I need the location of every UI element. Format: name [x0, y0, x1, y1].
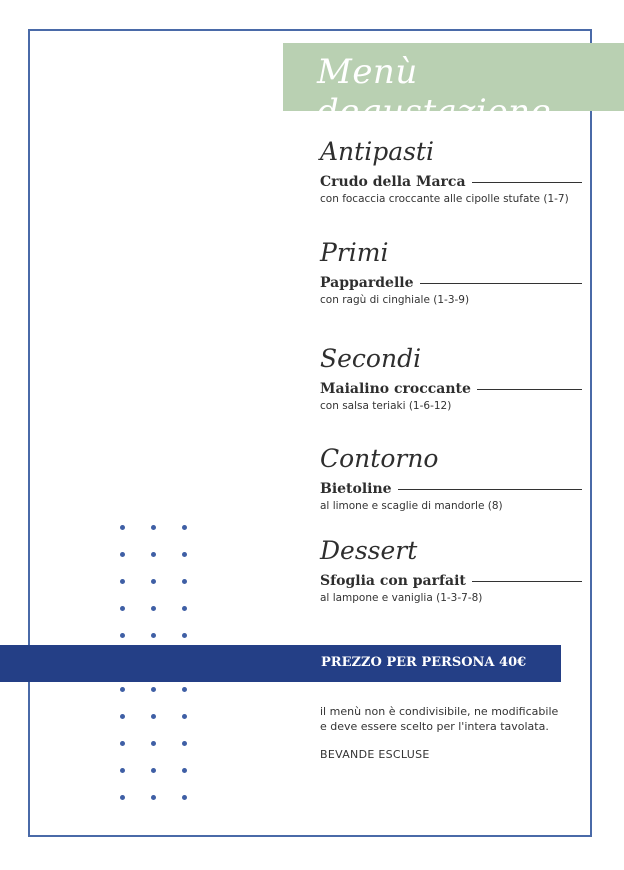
drinks-excluded: BEVANDE ESCLUSE — [320, 748, 430, 761]
decorative-dot — [151, 741, 156, 746]
dish-rule — [398, 489, 582, 490]
decorative-dot — [120, 795, 125, 800]
decorative-dot — [151, 579, 156, 584]
note-line: e deve essere scelto per l'intera tavolata. — [320, 720, 549, 733]
section-heading: Antipasti — [320, 137, 434, 166]
decorative-dot — [120, 606, 125, 611]
dish-name: Maialino croccante — [320, 381, 471, 397]
decorative-dot — [182, 525, 187, 530]
decorative-dot — [151, 552, 156, 557]
title-banner — [283, 43, 624, 132]
decorative-dot — [182, 552, 187, 557]
note-line: il menù non è condivisibile, ne modificabile — [320, 705, 559, 718]
decorative-dot — [182, 687, 187, 692]
dish-rule — [477, 389, 582, 390]
dish-row — [320, 174, 582, 190]
dish-description: al lampone e vaniglia (1-3-7-8) — [320, 592, 483, 604]
decorative-dot — [151, 633, 156, 638]
section-heading: Contorno — [320, 444, 439, 473]
decorative-dot — [182, 768, 187, 773]
decorative-dot — [120, 525, 125, 530]
section-contorno — [320, 446, 582, 512]
section-dessert — [320, 538, 582, 604]
section-primi — [320, 240, 582, 306]
decorative-dot — [120, 579, 125, 584]
dish-rule — [472, 581, 582, 582]
dish-description: al limone e scaglie di mandorle (8) — [320, 500, 503, 512]
dish-name: Pappardelle — [320, 275, 414, 291]
decorative-dot — [182, 714, 187, 719]
price-band — [0, 645, 561, 682]
dish-name: Crudo della Marca — [320, 174, 466, 190]
decorative-dot — [182, 795, 187, 800]
dish-row — [320, 573, 582, 589]
dish-description: con ragù di cinghiale (1-3-9) — [320, 294, 470, 306]
menu-title: Menù degustazione — [317, 52, 552, 132]
dish-name: Sfoglia con parfait — [320, 573, 466, 589]
section-heading: Secondi — [320, 344, 422, 373]
decorative-dot — [120, 768, 125, 773]
decorative-dot — [151, 606, 156, 611]
decorative-dot — [182, 579, 187, 584]
dish-name: Bietoline — [320, 481, 392, 497]
decorative-dot — [120, 714, 125, 719]
dish-row — [320, 381, 582, 397]
decorative-dot — [120, 552, 125, 557]
dish-description: con focaccia croccante alle cipolle stufate (1-7) — [320, 193, 569, 205]
section-heading: Dessert — [320, 536, 418, 565]
decorative-dot — [151, 714, 156, 719]
dish-row — [320, 481, 582, 497]
dish-rule — [420, 283, 583, 284]
decorative-dot — [151, 768, 156, 773]
section-heading: Primi — [320, 238, 389, 267]
decorative-dot — [182, 741, 187, 746]
dish-row — [320, 275, 582, 291]
decorative-dot — [151, 687, 156, 692]
dish-description: con salsa teriaki (1-6-12) — [320, 400, 452, 412]
section-secondi — [320, 346, 582, 412]
decorative-dot — [120, 687, 125, 692]
decorative-dot — [182, 606, 187, 611]
decorative-dot — [120, 633, 125, 638]
menu-note — [320, 704, 590, 762]
dish-rule — [472, 182, 582, 183]
price-per-person: PREZZO PER PERSONA 40€ — [321, 655, 527, 670]
decorative-dot — [151, 795, 156, 800]
decorative-dot — [151, 525, 156, 530]
section-antipasti — [320, 139, 582, 205]
decorative-dot — [182, 633, 187, 638]
decorative-dot — [120, 741, 125, 746]
